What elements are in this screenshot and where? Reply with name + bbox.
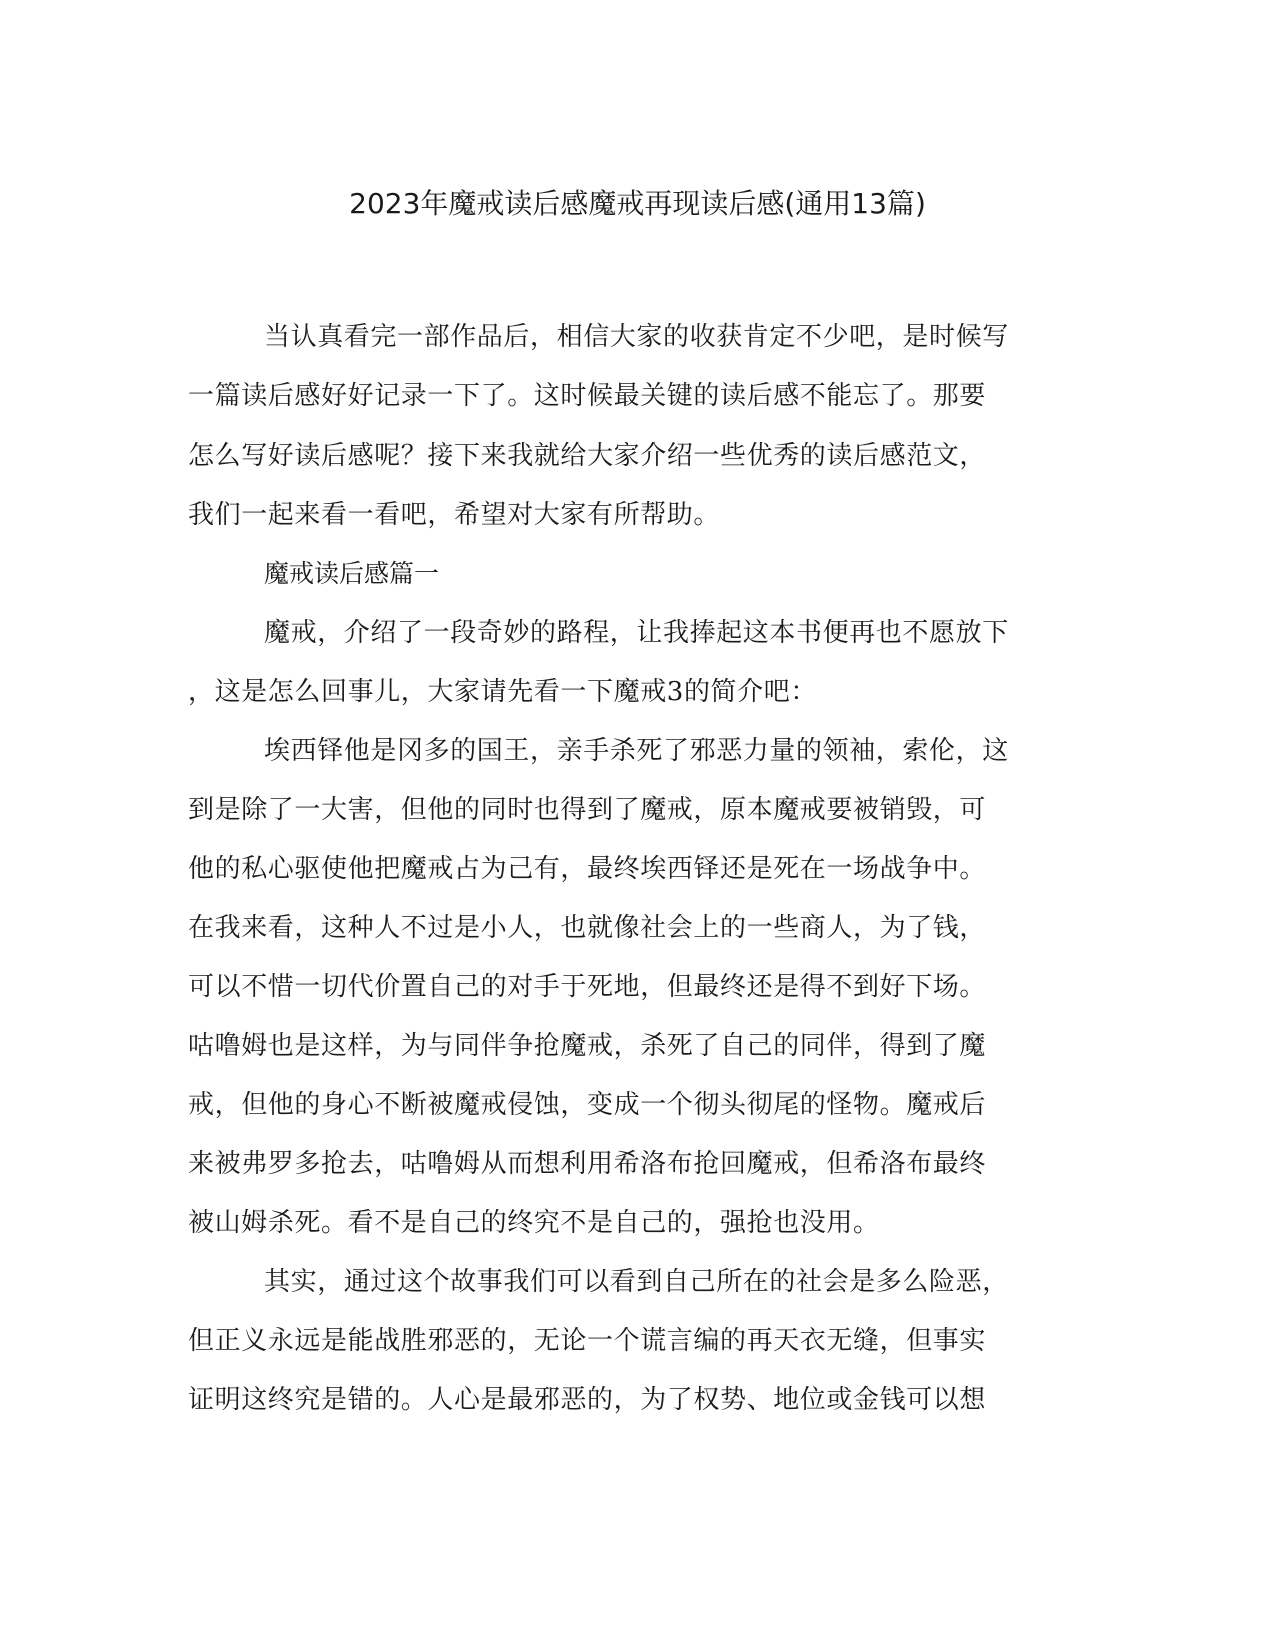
paragraph-line: 到是除了一大害，但他的同时也得到了魔戒，原本魔戒要被销毁，可 xyxy=(188,795,987,825)
paragraph-line: 他的私心驱使他把魔戒占为己有，最终埃西铎还是死在一场战争中。 xyxy=(188,854,987,884)
section-heading: 魔戒读后感篇一 xyxy=(264,559,440,588)
paragraph-line: 咕噜姆也是这样，为与同伴争抢魔戒，杀死了自己的同伴，得到了魔 xyxy=(188,1031,987,1061)
paragraph-line: 怎么写好读后感呢？接下来我就给大家介绍一些优秀的读后感范文， xyxy=(188,441,987,471)
paragraph-line: 埃西铎他是冈多的国王，亲手杀死了邪恶力量的领袖，索伦，这 xyxy=(264,736,1009,766)
paragraph-line: 来被弗罗多抢去，咕噜姆从而想利用希洛布抢回魔戒，但希洛布最终 xyxy=(188,1149,987,1179)
paragraph-line: 我们一起来看一看吧，希望对大家有所帮助。 xyxy=(188,500,721,530)
paragraph-line: 但正义永远是能战胜邪恶的，无论一个谎言编的再天衣无缝，但事实 xyxy=(188,1326,987,1356)
paragraph-line: 被山姆杀死。看不是自己的终究不是自己的，强抢也没用。 xyxy=(188,1208,880,1238)
paragraph-line: 可以不惜一切代价置自己的对手于死地，但最终还是得不到好下场。 xyxy=(188,972,987,1002)
paragraph-line: 在我来看，这种人不过是小人，也就像社会上的一些商人，为了钱， xyxy=(188,913,987,943)
paragraph-line: 魔戒，介绍了一段奇妙的路程，让我捧起这本书便再也不愿放下 xyxy=(264,618,1009,648)
paragraph-line: 其实，通过这个故事我们可以看到自己所在的社会是多么险恶， xyxy=(264,1267,1009,1297)
paragraph-line: 戒，但他的身心不断被魔戒侵蚀，变成一个彻头彻尾的怪物。魔戒后 xyxy=(188,1090,987,1120)
paragraph-line: 证明这终究是错的。人心是最邪恶的，为了权势、地位或金钱可以想 xyxy=(188,1385,987,1415)
paragraph-line: ，这是怎么回事儿，大家请先看一下魔戒3的简介吧： xyxy=(188,677,817,707)
paragraph-line: 当认真看完一部作品后，相信大家的收获肯定不少吧，是时候写 xyxy=(264,322,1009,352)
paragraph-line: 一篇读后感好好记录一下了。这时候最关键的读后感不能忘了。那要 xyxy=(188,381,987,411)
document-title: 2023年魔戒读后感魔戒再现读后感(通用13篇) xyxy=(349,187,926,220)
